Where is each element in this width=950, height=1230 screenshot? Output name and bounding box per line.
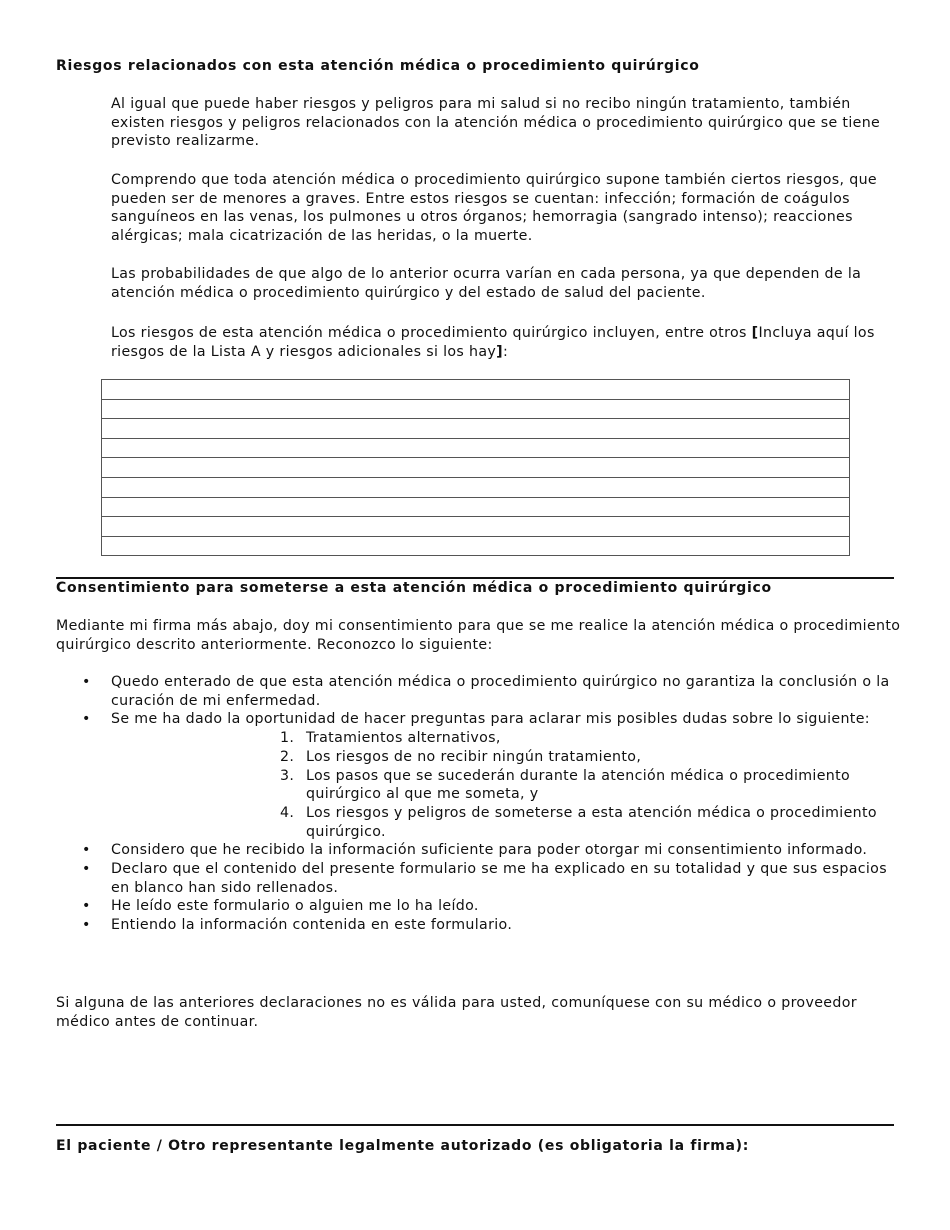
- risk-entry-field[interactable]: [102, 380, 850, 400]
- risk-entry-field[interactable]: [102, 477, 850, 497]
- risk-row: [102, 536, 850, 556]
- risks-paragraph-1: Al igual que puede haber riesgos y peligros para mi salud si no recibo ningún tratamiento, también existen riesgos y peligros relacionados con la atención médica o procedimiento quirúrgico que se tiene previsto realizarme.: [111, 96, 881, 150]
- risk-row: [102, 380, 850, 400]
- bullet-text: Se me ha dado la oportunidad de hacer preguntas para aclarar mis posibles dudas sobre lo siguiente:: [111, 711, 870, 728]
- risk-row: [102, 458, 850, 478]
- section-divider: [56, 1124, 894, 1126]
- risk-row: [102, 438, 850, 458]
- risk-entry-field[interactable]: [102, 536, 850, 556]
- sublist-text: Tratamientos alternativos,: [306, 730, 501, 747]
- sublist-text: Los riesgos y peligros de someterse a esta atención médica o procedimiento quirúrgico.: [306, 804, 877, 840]
- bullet-text: Entiendo la información contenida en este formulario.: [111, 917, 513, 934]
- bullet-marker: •: [82, 898, 91, 915]
- risk-entry-field[interactable]: [102, 399, 850, 419]
- bullet-marker: •: [82, 861, 91, 878]
- questions-sublist: [280, 729, 901, 841]
- consent-heading: Consentimiento para someterse a esta atención médica o procedimiento quirúrgico: [56, 580, 772, 596]
- list-item: [56, 841, 901, 860]
- list-item: [56, 897, 901, 916]
- risk-entry-field[interactable]: [102, 517, 850, 537]
- risks-instruction: Incluya aquí los riesgos de la Lista A y riesgos adicionales si los hay: [111, 325, 875, 360]
- risks-paragraph-2: Comprendo que toda atención médica o procedimiento quirúrgico supone también ciertos riesgos, que pueden ser de menores a graves. Entre estos riesgos se cuentan: infección; formación de coágulos sanguíneos en las venas, los pulmones u otros órganos; hemorragia (sangrado intenso); reacciones alérgicas; mala cicatrización de las heridas, o la muerte.: [111, 172, 878, 245]
- bullet-text: Considero que he recibido la información suficiente para poder otorgar mi consentimiento informado.: [111, 842, 868, 859]
- bullet-text: Declaro que el contenido del presente formulario se me ha explicado en su totalidad y que sus espacios en blanco han sido rellenados.: [111, 861, 887, 896]
- consent-closing: Si alguna de las anteriores declaraciones no es válida para usted, comuníquese con su médico o proveedor médico antes de continuar.: [56, 995, 857, 1030]
- risks-paragraph-4: [111, 324, 901, 361]
- sublist-text: Los riesgos de no recibir ningún tratamiento,: [306, 748, 642, 765]
- acknowledgement-list: [56, 673, 901, 935]
- sublist-item: [280, 767, 901, 804]
- risk-row: [102, 517, 850, 537]
- risk-entry-field[interactable]: [102, 458, 850, 478]
- sublist-item: [280, 748, 901, 767]
- bullet-marker: •: [82, 674, 91, 690]
- sublist-number: 2.: [280, 748, 295, 765]
- sublist-text: Los pasos que se sucederán durante la atención médica o procedimiento quirúrgico al que me someta, y: [306, 767, 851, 803]
- consent-intro: Mediante mi firma más abajo, doy mi consentimiento para que se me realice la atención médica o procedimiento quirúrgico descrito anteriormente. Reconozco lo siguiente:: [56, 618, 901, 653]
- instruction-open-bracket: [: [751, 325, 759, 341]
- sublist-number: 1.: [280, 730, 295, 747]
- risk-row: [102, 399, 850, 419]
- bullet-marker: •: [82, 917, 91, 934]
- signature-heading: El paciente / Otro representante legalmente autorizado (es obligatoria la firma):: [56, 1138, 750, 1154]
- risk-entry-field[interactable]: [102, 419, 850, 439]
- bullet-marker: •: [82, 842, 91, 859]
- section-divider: [56, 577, 894, 579]
- risks-table: [101, 379, 850, 556]
- risk-row: [102, 497, 850, 517]
- list-item: [56, 673, 901, 710]
- risk-row: [102, 419, 850, 439]
- risk-entry-field[interactable]: [102, 438, 850, 458]
- list-item: [56, 860, 901, 897]
- risks-paragraph-4-text: Los riesgos de esta atención médica o procedimiento quirúrgico incluyen, entre otros: [111, 325, 752, 341]
- sublist-item: [280, 729, 901, 748]
- list-item: [56, 710, 901, 841]
- risks-paragraph-3: Las probabilidades de que algo de lo anterior ocurra varían en cada persona, ya que dependen de la atención médica o procedimiento quirúrgico y del estado de salud del paciente.: [111, 266, 862, 301]
- risk-row: [102, 477, 850, 497]
- risks-heading: Riesgos relacionados con esta atención médica o procedimiento quirúrgico: [56, 58, 700, 74]
- bullet-marker: •: [82, 711, 91, 728]
- risk-entry-field[interactable]: [102, 497, 850, 517]
- risks-paragraph-4-end: :: [503, 343, 509, 360]
- instruction-close-bracket: ]: [496, 343, 503, 360]
- bullet-text: Quedo enterado de que esta atención médica o procedimiento quirúrgico no garantiza la conclusión o la curación de mi enfermedad.: [111, 674, 890, 709]
- list-item: [56, 916, 901, 935]
- bullet-text: He leído este formulario o alguien me lo ha leído.: [111, 898, 479, 915]
- sublist-item: [280, 804, 901, 841]
- sublist-number: 4.: [280, 804, 295, 821]
- sublist-number: 3.: [280, 767, 295, 784]
